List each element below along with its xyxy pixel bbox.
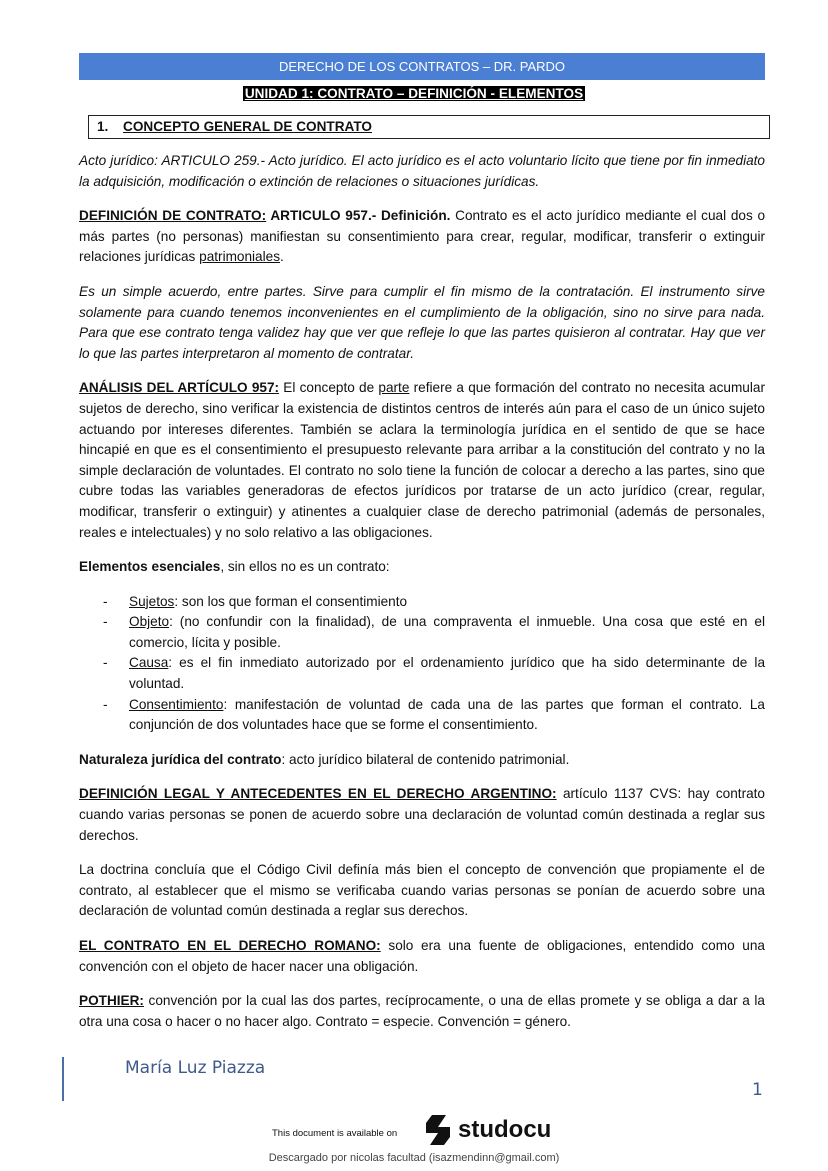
list-item [79, 612, 765, 653]
term: Sujetos [129, 593, 175, 609]
bold-text: Naturaleza jurídica del contrato [79, 751, 282, 767]
dash-bullet: - [103, 655, 108, 671]
unit-title [0, 84, 828, 105]
paragraph-acto-juridico: Acto jurídico: ARTICULO 259.- Acto jurídico. El acto jurídico es el acto voluntario lícito que tiene por fin inmediato la adquisición, modificación o extinción de relaciones o situaciones jurídicas. [79, 153, 765, 189]
studocu-logo[interactable] [424, 1113, 551, 1147]
underlined-text: patrimoniales [199, 249, 280, 265]
footer-divider [62, 1057, 64, 1101]
paragraph-pothier [79, 991, 765, 1032]
dash-bullet: - [103, 593, 108, 609]
course-header: DERECHO DE LOS CONTRATOS – DR. PARDO [79, 53, 765, 80]
heading-inline: ANÁLISIS DEL ARTÍCULO 957: [79, 380, 280, 396]
paragraph-naturaleza [79, 750, 765, 771]
document-body [79, 151, 765, 1046]
heading-inline: DEFINICIÓN LEGAL Y ANTECEDENTES EN EL DERECHO ARGENTINO: [79, 786, 557, 802]
list-item [79, 695, 765, 736]
text: convención por la cual las dos partes, recíprocamente, o una de ellas promete y se obliga a dar a la otra una cosa o hacer o no hacer algo. Contrato = especie. Convención = género. [79, 993, 765, 1029]
author-name: María Luz Piazza [125, 1058, 266, 1078]
text: , sin ellos no es un contrato: [220, 559, 390, 575]
heading-inline: POTHIER: [79, 993, 144, 1009]
underlined-text: parte [378, 380, 410, 396]
text: artículo 1137 CVS: hay contrato cuando varias personas se ponen de acuerdo sobre una declaración de voluntad común destinada a reglar sus derechos. [79, 786, 765, 843]
page-number: 1 [752, 1080, 763, 1100]
list-item [79, 592, 765, 613]
term: Consentimiento [129, 696, 224, 712]
text: : son los que forman el consentimiento [174, 593, 408, 609]
dash-bullet: - [103, 614, 108, 630]
heading-inline: DEFINICIÓN DE CONTRATO: [79, 208, 267, 224]
text: . [280, 249, 284, 265]
paragraph-simple-acuerdo: Es un simple acuerdo, entre partes. Sirve para cumplir el fin mismo de la contratación. El instrumento sirve solamente para cuando tenemos inconvenientes en el cumplimiento de la obligación, sino no sirve para nada. Para que ese contrato tenga validez hay que ver que refleje lo que las partes quisieron al contratar. Hay que ver lo que las partes interpretaron al momento de contratar. [79, 283, 765, 361]
term: Causa [129, 655, 169, 671]
text: : (no confundir con la finalidad), de una compraventa el inmueble. Una cosa que esté en el comercio, lícita y posible. [129, 614, 765, 650]
elements-list [79, 592, 765, 736]
unit-title-text: UNIDAD 1: CONTRATO – DEFINICIÓN - ELEMENTOS [244, 86, 584, 101]
paragraph-doctrina: La doctrina concluía que el Código Civil definía más bien el concepto de convención que propiamente el de contrato, al establecer que el mismo se verificaba cuando varias personas se ponían de acuerdo sobre una declaración de voluntad común destinada a reglar sus derechos. [79, 862, 765, 919]
text: Contrato es el acto jurídico mediante el cual dos o más partes (no personas) manifiestan su consentimiento para crear, regular, modificar, transferir o extinguir relaciones jurídicas [79, 208, 765, 265]
bold-text: Elementos esenciales [79, 559, 221, 575]
section-title: CONCEPTO GENERAL DE CONTRATO [123, 119, 372, 134]
text: El concepto de [279, 380, 379, 396]
section-number: 1. [97, 119, 109, 134]
download-notice: Descargado por nicolas facultad (isazmendinn@gmail.com) [268, 1152, 560, 1164]
text: refiere a que formación del contrato no necesita acumular sujetos de derecho, sino verificar la existencia de distintos centros de interés aún para el caso de un único sujeto actuando por intereses diferentes. También se aclara la terminología jurídica en el sentido de que se hace hincapié en que es el consentimiento el presupuesto relevante para arribar a la constitución del contrato y no la simple declaración de voluntades. El contrato no solo tiene la función de colocar a derecho a las partes, sino que cubre todas las variables generadoras de efectos jurídicos por tratarse de un acto jurídico (crear, regular, modificar, transferir o extinguir) y atinentes a cualquier clase de derecho patrimonial (además de personales, reales e intelectuales) y no solo relativo a las obligaciones. [79, 380, 765, 540]
term: Objeto [129, 614, 170, 630]
studocu-icon [424, 1113, 454, 1147]
paragraph-definicion [79, 206, 765, 268]
heading-inline: EL CONTRATO EN EL DERECHO ROMANO: [79, 938, 381, 953]
paragraph-elementos [79, 557, 765, 578]
text: : acto jurídico bilateral de contenido patrimonial. [281, 751, 570, 767]
availability-text: This document is available on [272, 1128, 398, 1139]
brand-name: studocu [458, 1115, 552, 1143]
text: solo era una fuente de obligaciones, entendido como una convención con el objeto de hacer nacer una obligación. [79, 938, 765, 974]
bold-text: ARTICULO 957.- Definición. [266, 208, 451, 224]
text: : manifestación de voluntad de cada una de las partes que forman el contrato. La conjunción de dos voluntades hace que se forme el consentimiento. [129, 696, 765, 733]
section-heading [88, 115, 770, 139]
dash-bullet: - [103, 696, 108, 712]
paragraph-derecho-romano [79, 936, 765, 977]
text: : es el fin inmediato autorizado por el ordenamiento jurídico que ha sido determinante de la voluntad. [129, 655, 765, 692]
paragraph-analisis [79, 378, 765, 543]
paragraph-definicion-legal [79, 784, 765, 846]
list-item [79, 653, 765, 694]
